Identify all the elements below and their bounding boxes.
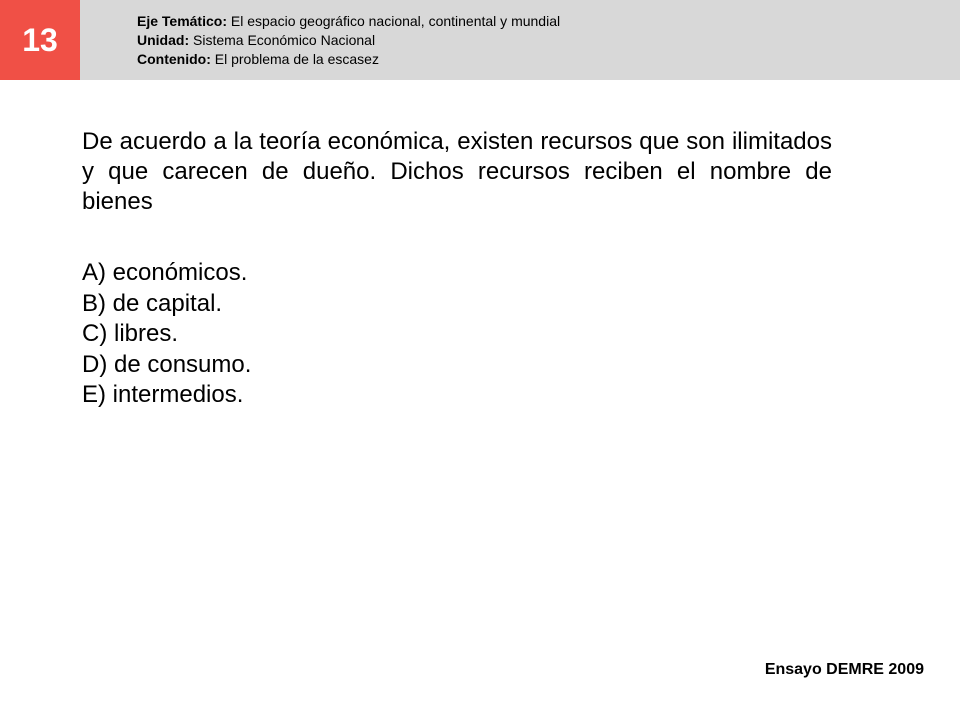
eje-tematico-line [137,12,560,31]
header-bar [0,0,960,80]
source-footer: Ensayo DEMRE 2009 [764,661,924,678]
option-a: A) económicos. [82,259,248,286]
contenido-value: El problema de la escasez [210,51,379,67]
option-c: C) libres. [82,320,179,347]
unidad-label: Unidad: [137,32,190,48]
option-e: E) intermedios. [82,381,244,408]
eje-tematico-label: Eje Temático: [137,13,227,29]
unidad-line [137,31,560,50]
contenido-label: Contenido: [137,51,211,67]
option-d: D) de consumo. [82,350,252,378]
eje-tematico-value: El espacio geográfico nacional, continental y mundial [227,13,561,29]
unidad-value: Sistema Económico Nacional [189,32,376,48]
contenido-line [137,50,560,69]
question-text: De acuerdo a la teoría económica, existen recursos que son ilimitados y que carecen de dueño. Dichos recursos reciben el nombre de bienes [82,128,832,215]
option-b: B) de capital. [82,289,223,317]
question-number-badge: 13 [0,0,80,80]
answer-options [82,258,251,411]
topic-metadata [137,12,560,69]
